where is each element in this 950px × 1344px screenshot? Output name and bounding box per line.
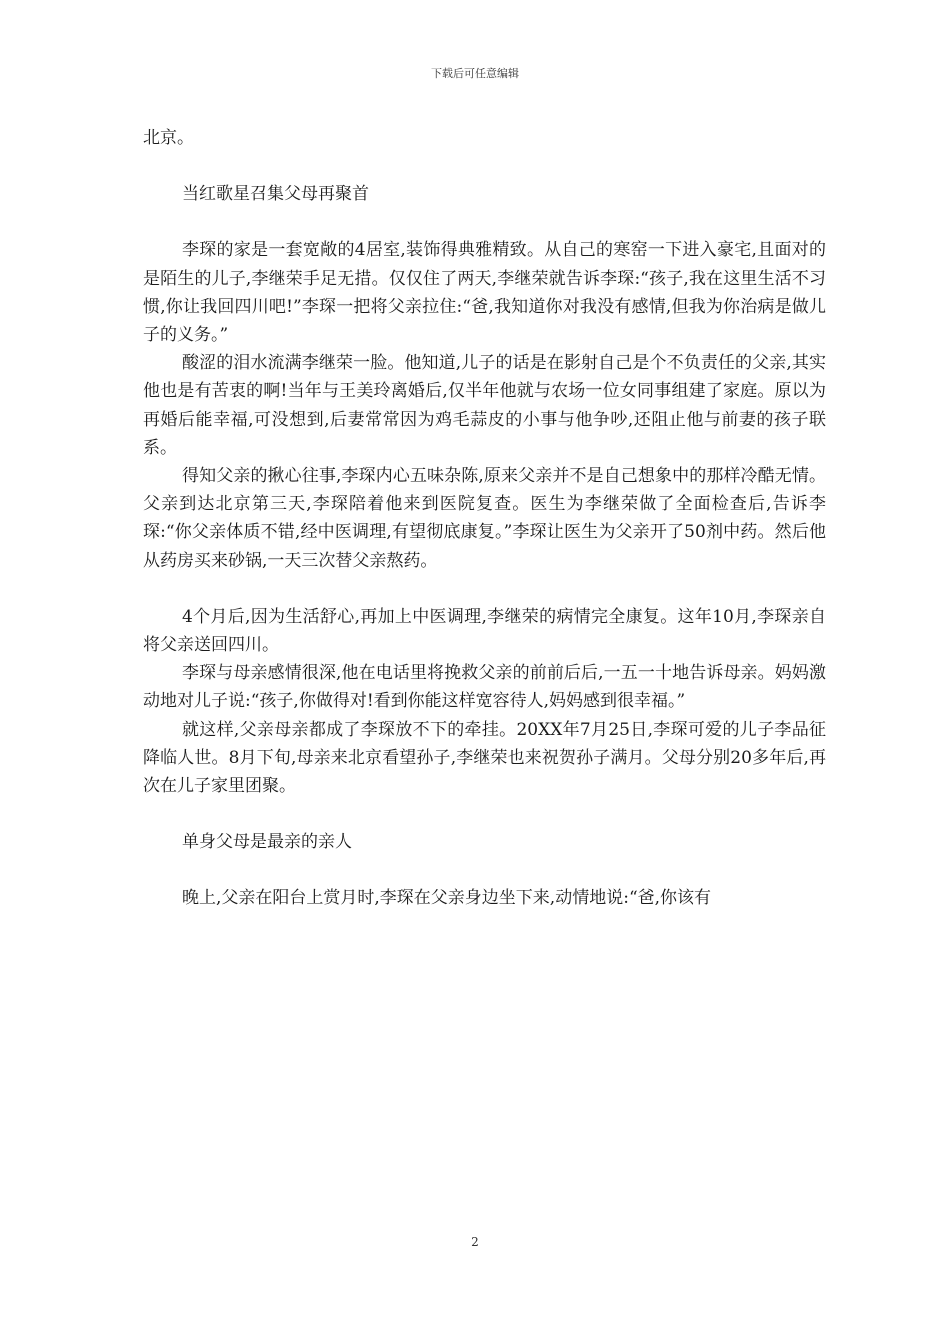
paragraph: 得知父亲的揪心往事,李琛内心五味杂陈,原来父亲并不是自己想象中的那样冷酷无情。父亲到达北京第三天,李琛陪着他来到医院复查。医生为李继荣做了全面检查后,告诉李琛:“你父亲体质不错,经中医调理,有望彻底康复。”李琛让医生为父亲开了50剂中药。然后他从药房买来砂锅,一天三次替父亲熬药。 bbox=[143, 466, 826, 571]
paragraph-gap bbox=[143, 575, 826, 603]
paragraph: 李琛与母亲感情很深,他在电话里将挽救父亲的前前后后,一五一十地告诉母亲。妈妈激动地对儿子说:“孩子,你做得对!看到你能这样宽容待人,妈妈感到很幸福。” bbox=[143, 663, 826, 712]
section-heading: 当红歌星召集父母再聚首 bbox=[182, 184, 369, 205]
paragraph-gap bbox=[143, 856, 826, 884]
page-number: 2 bbox=[471, 1235, 479, 1249]
paragraph-gap bbox=[143, 152, 826, 180]
page-header: 下载后可任意编辑 bbox=[431, 67, 519, 80]
section-heading: 单身父母是最亲的亲人 bbox=[182, 832, 352, 853]
paragraph: 酸涩的泪水流满李继荣一脸。他知道,儿子的话是在影射自己是个不负责任的父亲,其实他也是有苦衷的啊!当年与王美玲离婚后,仅半年他就与农场一位女同事组建了家庭。原以为再婚后能幸福,可没想到,后妻常常因为鸡毛蒜皮的小事与他争吵,还阻止他与前妻的孩子联系。 bbox=[143, 353, 826, 458]
paragraph: 就这样,父亲母亲都成了李琛放不下的牵挂。20XX年7月25日,李琛可爱的儿子李品征降临人世。8月下旬,母亲来北京看望孙子,李继荣也来祝贺孙子满月。父母分别20多年后,再次在儿子家里团聚。 bbox=[143, 719, 826, 797]
paragraph: 晚上,父亲在阳台上赏月时,李琛在父亲身边坐下来,动情地说:“爸,你该有 bbox=[182, 888, 712, 909]
paragraph-continuation: 北京。 bbox=[143, 128, 194, 148]
document-body bbox=[143, 124, 826, 913]
paragraph-gap bbox=[143, 208, 826, 236]
paragraph-gap bbox=[143, 800, 826, 828]
paragraph: 李琛的家是一套宽敞的4居室,装饰得典雅精致。从自己的寒窑一下进入豪宅,且面对的是陌生的儿子,李继荣手足无措。仅仅住了两天,李继荣就告诉李琛:“孩子,我在这里生活不习惯,你让我回四川吧!”李琛一把将父亲拉住:“爸,我知道你对我没有感情,但我为你治病是做儿子的义务。” bbox=[143, 240, 826, 346]
paragraph: 4个月后,因为生活舒心,再加上中医调理,李继荣的病情完全康复。这年10月,李琛亲自将父亲送回四川。 bbox=[143, 606, 826, 656]
